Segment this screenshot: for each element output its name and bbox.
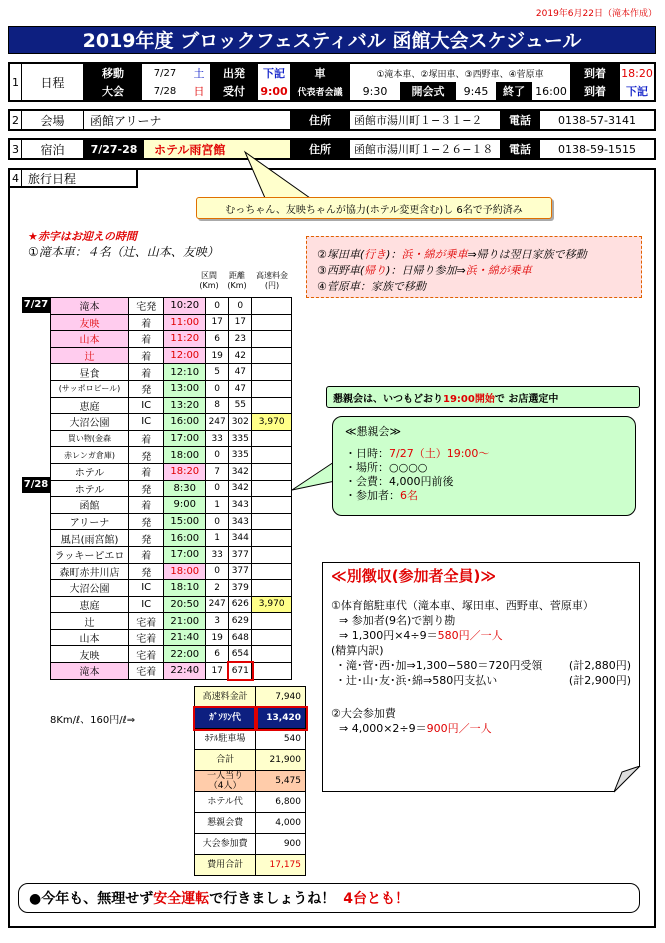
rep-meeting-label: 代表者会議	[290, 82, 350, 100]
car2-riders: 浜・綿が乗車	[401, 248, 468, 261]
party-datetime	[345, 447, 623, 461]
section-km: 6	[206, 331, 229, 348]
summary-label: 懇親会費	[195, 813, 256, 834]
time: 17:00	[164, 430, 206, 447]
table-row	[51, 298, 292, 315]
type: 着	[128, 546, 163, 563]
toll	[252, 480, 292, 497]
time: 20:50	[164, 596, 206, 613]
section-km: 1	[206, 497, 229, 514]
time: 12:10	[164, 364, 206, 381]
place: 買い物(金森	[51, 430, 129, 447]
opening-time: 9:45	[463, 84, 489, 98]
venue-address: 函館市湯川町１−３１−２	[354, 114, 483, 127]
section-km: 247	[206, 596, 229, 613]
distance-km: 0	[229, 298, 252, 315]
section-km: 247	[206, 414, 229, 431]
type: IC	[128, 580, 163, 597]
summary-row	[195, 750, 306, 771]
toll	[252, 331, 292, 348]
event-date: 7/28	[153, 85, 177, 97]
itinerary-header	[8, 168, 138, 188]
time: 9:00	[164, 497, 206, 514]
table-row	[51, 447, 292, 464]
distance-km: 377	[229, 563, 252, 580]
time: 21:40	[164, 629, 206, 646]
type: 着	[128, 463, 163, 480]
arrive-value-2: 下記	[626, 85, 648, 98]
place: 滝本	[51, 298, 129, 315]
time: 8:30	[164, 480, 206, 497]
table-row	[51, 497, 292, 514]
car3-note	[317, 263, 631, 279]
car3-daytrip: )：日帰り参加⇒	[386, 264, 466, 277]
place: 辻	[51, 347, 129, 364]
venue-section	[8, 109, 656, 131]
type: 着	[128, 331, 163, 348]
cost-summary	[194, 686, 306, 876]
party-place: ・場所：○○○○	[345, 461, 428, 474]
type: 発	[128, 530, 163, 547]
distance-km: 42	[229, 347, 252, 364]
move-label: 移動	[84, 64, 142, 82]
section-km: 5	[206, 364, 229, 381]
summary-value: 4,000	[256, 813, 306, 834]
type: 発	[128, 480, 163, 497]
toll	[252, 497, 292, 514]
table-row	[51, 613, 292, 630]
place: ホテル	[51, 463, 129, 480]
entry-fee-expr: ⇒ 4,000×2÷9＝	[339, 722, 427, 735]
place: ラッキーピエロ	[51, 546, 129, 563]
summary-row	[195, 729, 306, 750]
type: 宅着	[128, 613, 163, 630]
toll	[252, 364, 292, 381]
footer-banner	[18, 883, 640, 913]
table-row	[51, 397, 292, 414]
time: 16:00	[164, 414, 206, 431]
venue-address-label: 住所	[290, 111, 350, 129]
settlement-pay	[331, 673, 631, 688]
time: 18:10	[164, 580, 206, 597]
settlement-receive	[331, 658, 631, 673]
distance-km: 626	[229, 596, 252, 613]
settlement-pay-total: (計2,900円)	[568, 674, 631, 687]
type: 着	[128, 364, 163, 381]
distance-km: 47	[229, 364, 252, 381]
type: 着	[128, 314, 163, 331]
distance-km: 343	[229, 513, 252, 530]
car2-return: ⇒帰りは翌日家族で移動	[467, 248, 587, 261]
summary-value: 7,940	[256, 687, 306, 708]
type: 宅着	[128, 663, 163, 680]
itinerary-table	[50, 297, 292, 680]
summary-value: 900	[256, 834, 306, 855]
party-notice	[326, 386, 640, 408]
section-km: 17	[206, 663, 229, 680]
distance-km: 344	[229, 530, 252, 547]
time: 10:20	[164, 298, 206, 315]
footer-a: ●今年も、無理せず	[29, 891, 154, 907]
distance-km: 302	[229, 414, 252, 431]
hotel-dates: 7/27-28	[84, 140, 144, 158]
place: 函館	[51, 497, 129, 514]
toll	[252, 447, 292, 464]
distance-km: 671	[229, 663, 252, 680]
hotel-address: 函館市湯川町１−２６−１８	[354, 143, 494, 156]
section-km: 8	[206, 397, 229, 414]
place: (サッポロビール)	[51, 380, 129, 397]
schedule-number: 1	[10, 64, 22, 100]
type: 宅発	[128, 298, 163, 315]
place: 友映	[51, 314, 129, 331]
table-row	[51, 463, 292, 480]
summary-row	[195, 855, 306, 876]
parking-calc	[331, 628, 631, 643]
party-attendees-label: ・参加者：	[345, 489, 400, 502]
header-toll: 高速料金 (円)	[256, 271, 288, 290]
reception-label: 受付	[210, 82, 258, 100]
venue-label: 会場	[22, 111, 84, 129]
hotel-tel-label: 電話	[500, 140, 540, 158]
toll	[252, 463, 292, 480]
car2-prefix: ②塚田車(	[317, 248, 365, 261]
toll	[252, 314, 292, 331]
day1-label: 7/27	[22, 297, 50, 313]
settlement-receive-total: (計2,880円)	[568, 659, 631, 672]
time: 13:00	[164, 380, 206, 397]
summary-row	[195, 708, 306, 729]
section-km: 0	[206, 380, 229, 397]
entry-fee-title: ②大会参加費	[331, 707, 396, 720]
time: 11:20	[164, 331, 206, 348]
time: 18:00	[164, 563, 206, 580]
header-distance-km: 距離 (Km)	[227, 271, 247, 290]
place: アリーナ	[51, 513, 129, 530]
time: 13:20	[164, 397, 206, 414]
reservation-callout-text: むっちゃん、友映ちゃんが協力(ホテル変更含む)し 6名で予約済み	[225, 204, 523, 216]
section-km: 6	[206, 646, 229, 663]
table-row	[51, 380, 292, 397]
parking-calc-expr: ⇒ 1,300円×4÷9＝	[339, 629, 438, 642]
hotel-address-label: 住所	[290, 140, 350, 158]
parking-split: ⇒ 参加者(9名)で割り勘	[339, 614, 456, 627]
place: 辻	[51, 613, 129, 630]
car1-passengers: ①滝本車：４名（辻、山本、友映）	[28, 245, 219, 259]
summary-label: ホテル代	[195, 792, 256, 813]
table-row	[51, 546, 292, 563]
parking-calc-result: 580円／一人	[437, 629, 503, 642]
toll	[252, 397, 292, 414]
table-row	[51, 663, 292, 680]
party-notice-a: 懇親会は、いつもどおり	[333, 393, 443, 405]
section-km: 0	[206, 298, 229, 315]
venue-tel: 0138-57-3141	[558, 113, 636, 127]
place: 恵庭	[51, 596, 129, 613]
car-notes-box	[306, 236, 642, 298]
toll: 3,970	[252, 414, 292, 431]
summary-label: 合計	[195, 750, 256, 771]
toll	[252, 298, 292, 315]
toll	[252, 646, 292, 663]
summary-label: 一人当り （4人）	[195, 771, 256, 792]
arrive-label-2: 到着	[570, 82, 620, 100]
gas-note: 8Km/ℓ、160円/ℓ⇒	[50, 715, 136, 726]
schedule-label: 日程	[22, 64, 84, 100]
summary-row	[195, 687, 306, 708]
summary-value: 13,420	[256, 708, 306, 729]
event-label: 大会	[84, 82, 142, 100]
toll	[252, 580, 292, 597]
summary-row	[195, 792, 306, 813]
footer-c: で行きましょうね！	[209, 891, 336, 907]
venue-tel-label: 電話	[500, 111, 540, 129]
car3-prefix: ③西野車(	[317, 264, 365, 277]
section-km: 0	[206, 447, 229, 464]
party-notice-time: 19:00開始	[443, 393, 495, 405]
type: 宅着	[128, 629, 163, 646]
type: 発	[128, 380, 163, 397]
car-label: 車	[290, 64, 350, 82]
party-attendees-value: 6名	[400, 489, 418, 502]
parking-title: ①体育館駐車代（滝本車、塚田車、西野車、菅原車）	[331, 599, 594, 612]
section-km: 33	[206, 430, 229, 447]
section-km: 19	[206, 629, 229, 646]
summary-label: 費用合計	[195, 855, 256, 876]
place: 森町赤井川店	[51, 563, 129, 580]
type: 宅着	[128, 646, 163, 663]
date-label: 2019年6月22日（滝本作成）	[535, 9, 657, 19]
place: 昼食	[51, 364, 129, 381]
toll: 3,970	[252, 596, 292, 613]
section-km: 3	[206, 613, 229, 630]
car4-note: ④菅原車：家族で移動	[317, 280, 426, 293]
toll	[252, 347, 292, 364]
hotel-section	[8, 138, 656, 160]
time: 22:00	[164, 646, 206, 663]
type: 着	[128, 430, 163, 447]
entry-fee-calc	[331, 721, 631, 736]
section-km: 7	[206, 463, 229, 480]
time: 21:00	[164, 613, 206, 630]
place: 山本	[51, 331, 129, 348]
distance-km: 654	[229, 646, 252, 663]
summary-row	[195, 771, 306, 792]
car2-colon: )：	[386, 248, 402, 261]
entry-fee-result: 900円／一人	[426, 722, 492, 735]
special-title: ≪別徴収(参加者全員)≫	[331, 567, 497, 585]
summary-label: ｶﾞｿﾘﾝ代	[195, 708, 256, 729]
table-row	[51, 563, 292, 580]
opening-label: 開会式	[400, 82, 456, 100]
hotel-name: ホテル雨宮館	[144, 140, 290, 158]
arrive-time: 18:20	[621, 66, 653, 80]
distance-km: 47	[229, 380, 252, 397]
distance-km: 335	[229, 430, 252, 447]
summary-label: 高速料金計	[195, 687, 256, 708]
time: 15:00	[164, 513, 206, 530]
table-row	[51, 530, 292, 547]
section-km: 17	[206, 314, 229, 331]
toll	[252, 629, 292, 646]
time: 17:00	[164, 546, 206, 563]
hotel-tel: 0138-59-1515	[558, 142, 636, 156]
place: 大沼公園	[51, 414, 129, 431]
distance-km: 17	[229, 314, 252, 331]
reception-time: 9:00	[260, 84, 288, 98]
place: 風呂(雨宮館)	[51, 530, 129, 547]
day2-label: 7/28	[22, 477, 50, 493]
summary-row	[195, 834, 306, 855]
section-km: 33	[206, 546, 229, 563]
party-details	[332, 416, 636, 516]
toll	[252, 546, 292, 563]
summary-value: 21,900	[256, 750, 306, 771]
venue-name: 函館アリーナ	[90, 113, 162, 128]
summary-label: ﾎﾃﾙ駐車場	[195, 729, 256, 750]
section-km: 1	[206, 530, 229, 547]
type: IC	[128, 596, 163, 613]
summary-value: 6,800	[256, 792, 306, 813]
party-date-value: 7/27（土）19:00〜	[389, 447, 490, 460]
toll	[252, 563, 292, 580]
type: 発	[128, 513, 163, 530]
toll	[252, 663, 292, 680]
distance-km: 379	[229, 580, 252, 597]
summary-value: 5,475	[256, 771, 306, 792]
table-row	[51, 364, 292, 381]
party-title: ≪懇親会≫	[345, 425, 402, 438]
type: IC	[128, 414, 163, 431]
distance-km: 343	[229, 497, 252, 514]
time: 16:00	[164, 530, 206, 547]
summary-value: 17,175	[256, 855, 306, 876]
hotel-number: 3	[10, 140, 22, 158]
time: 22:40	[164, 663, 206, 680]
section-km: 2	[206, 580, 229, 597]
table-row	[51, 414, 292, 431]
hotel-label: 宿泊	[22, 140, 84, 158]
settlement-pay-text: ・辻･山･友･浜･綿⇒580円支払い	[335, 674, 498, 687]
type: 着	[128, 497, 163, 514]
car3-return: 帰り	[364, 264, 387, 277]
distance-km: 23	[229, 331, 252, 348]
arrive-label: 到着	[570, 64, 620, 82]
schedule-section	[8, 62, 656, 102]
toll	[252, 430, 292, 447]
move-date: 7/27	[153, 67, 177, 79]
reservation-callout	[196, 197, 552, 219]
table-row	[51, 629, 292, 646]
table-row	[51, 646, 292, 663]
itinerary-label: 旅行日程	[28, 171, 77, 186]
summary-value: 540	[256, 729, 306, 750]
header-section-km: 区間 (Km)	[199, 271, 219, 290]
table-row	[51, 480, 292, 497]
rep-meeting-time: 9:30	[362, 84, 388, 98]
depart-value: 下記	[263, 67, 285, 80]
place: 赤レンガ倉庫)	[51, 447, 129, 464]
toll	[252, 613, 292, 630]
toll	[252, 513, 292, 530]
distance-km: 648	[229, 629, 252, 646]
depart-label: 出発	[210, 64, 258, 82]
footer-all-cars: 4台とも！	[343, 891, 409, 907]
car-list: ①滝本車、②塚田車、③西野車、④菅原車	[350, 64, 570, 82]
itinerary-number: 4	[10, 170, 22, 186]
table-row	[51, 596, 292, 613]
car2-outbound: 行き	[364, 248, 387, 261]
red-note: ★赤字はお迎えの時間	[28, 230, 137, 243]
table-row	[51, 347, 292, 364]
place: ホテル	[51, 480, 129, 497]
distance-km: 55	[229, 397, 252, 414]
time: 18:20	[164, 463, 206, 480]
party-attendees	[345, 489, 623, 503]
place: 友映	[51, 646, 129, 663]
type: 着	[128, 347, 163, 364]
special-collection	[322, 562, 640, 792]
place: 山本	[51, 629, 129, 646]
distance-km: 629	[229, 613, 252, 630]
time: 12:00	[164, 347, 206, 364]
type: 発	[128, 447, 163, 464]
end-label: 終了	[496, 82, 532, 100]
party-fee: ・会費：4,000円前後	[345, 475, 454, 488]
distance-km: 377	[229, 546, 252, 563]
end-time: 16:00	[535, 84, 567, 98]
party-notice-c: で お店選定中	[494, 393, 559, 405]
time: 11:00	[164, 314, 206, 331]
page-title: 2019年度 ブロックフェスティバル 函館大会スケジュール	[8, 26, 656, 54]
event-day: 日	[193, 85, 205, 98]
table-row	[51, 580, 292, 597]
car2-note	[317, 247, 631, 263]
summary-row	[195, 813, 306, 834]
distance-km: 342	[229, 463, 252, 480]
section-km: 0	[206, 480, 229, 497]
summary-label: 大会参加費	[195, 834, 256, 855]
move-day: 土	[193, 67, 205, 80]
distance-km: 342	[229, 480, 252, 497]
time: 18:00	[164, 447, 206, 464]
footer-safe-driving: 安全運転	[153, 891, 210, 907]
toll	[252, 380, 292, 397]
type: IC	[128, 397, 163, 414]
table-row	[51, 513, 292, 530]
place: 大沼公園	[51, 580, 129, 597]
toll	[252, 530, 292, 547]
distance-km: 335	[229, 447, 252, 464]
table-row	[51, 331, 292, 348]
section-km: 0	[206, 513, 229, 530]
venue-number: 2	[10, 111, 22, 129]
place: 恵庭	[51, 397, 129, 414]
folded-corner-icon	[614, 766, 641, 793]
place: 滝本	[51, 663, 129, 680]
section-km: 19	[206, 347, 229, 364]
settlement-receive-text: ・滝･菅･西･加⇒1,300−580＝720円受領	[335, 659, 543, 672]
table-row	[51, 430, 292, 447]
settlement-title: (精算内訳)	[331, 644, 384, 657]
table-row	[51, 314, 292, 331]
type: 発	[128, 563, 163, 580]
party-date-label: ・日時：	[345, 447, 389, 460]
section-km: 0	[206, 563, 229, 580]
car3-riders: 浜・綿が乗車	[465, 264, 532, 277]
